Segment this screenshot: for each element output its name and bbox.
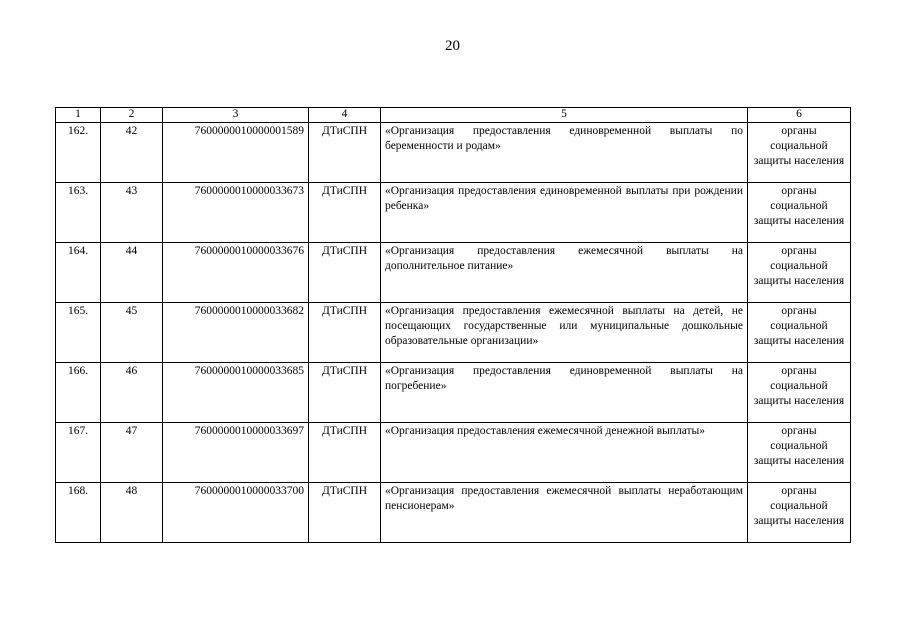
department: ДТиСПН [309,303,381,363]
responsible-organ: органы социальной защиты населения [748,303,851,363]
service-code: 7600000010000033676 [163,243,309,303]
department: ДТиСПН [309,483,381,543]
department: ДТиСПН [309,363,381,423]
responsible-organ: органы социальной защиты населения [748,423,851,483]
row-number: 167. [56,423,101,483]
service-code: 7600000010000033673 [163,183,309,243]
table-row [56,243,851,303]
row-number: 165. [56,303,101,363]
service-code: 7600000010000033682 [163,303,309,363]
responsible-organ: органы социальной защиты населения [748,123,851,183]
table-row [56,483,851,543]
service-description: «Организация предоставления ежемесячной выплаты на дополнительное питание» [381,243,748,303]
row-index: 48 [101,483,163,543]
service-code: 7600000010000033685 [163,363,309,423]
row-number: 168. [56,483,101,543]
row-index: 47 [101,423,163,483]
responsible-organ: органы социальной защиты населения [748,363,851,423]
row-index: 45 [101,303,163,363]
header-cell: 2 [101,108,163,123]
table-row [56,123,851,183]
service-description: «Организация предоставления единовременной выплаты на погребение» [381,363,748,423]
department: ДТиСПН [309,243,381,303]
service-description: «Организация предоставления ежемесячной денежной выплаты» [381,423,748,483]
row-number: 166. [56,363,101,423]
service-description: «Организация предоставления ежемесячной выплаты неработающим пенсионерам» [381,483,748,543]
row-index: 44 [101,243,163,303]
header-cell: 3 [163,108,309,123]
header-cell: 4 [309,108,381,123]
department: ДТиСПН [309,183,381,243]
table-row [56,303,851,363]
service-code: 7600000010000001589 [163,123,309,183]
row-number: 163. [56,183,101,243]
service-description: «Организация предоставления единовременной выплаты по беременности и родам» [381,123,748,183]
department: ДТиСПН [309,123,381,183]
table-header-row [56,108,851,123]
responsible-organ: органы социальной защиты населения [748,243,851,303]
row-index: 42 [101,123,163,183]
service-description: «Организация предоставления единовременной выплаты при рождении ребенка» [381,183,748,243]
table-row [56,363,851,423]
services-table [55,107,851,543]
department: ДТиСПН [309,423,381,483]
row-index: 46 [101,363,163,423]
row-number: 162. [56,123,101,183]
table-row [56,183,851,243]
service-description: «Организация предоставления ежемесячной выплаты на детей, не посещающих государственные или муниципальные дошкольные образовательные организации» [381,303,748,363]
responsible-organ: органы социальной защиты населения [748,183,851,243]
row-index: 43 [101,183,163,243]
row-number: 164. [56,243,101,303]
service-code: 7600000010000033697 [163,423,309,483]
table-row [56,423,851,483]
service-code: 7600000010000033700 [163,483,309,543]
header-cell: 6 [748,108,851,123]
page-number: 20 [445,38,460,54]
responsible-organ: органы социальной защиты населения [748,483,851,543]
header-cell: 5 [381,108,748,123]
header-cell: 1 [56,108,101,123]
